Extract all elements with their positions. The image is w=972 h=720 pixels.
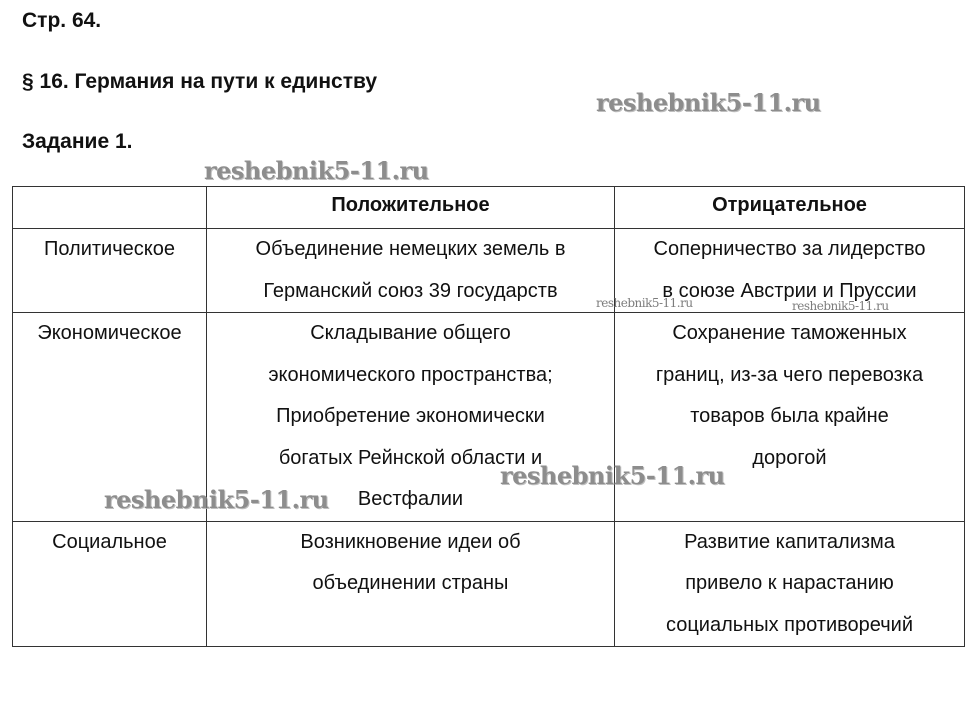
header-negative: Отрицательное: [615, 187, 965, 229]
watermark: reshebnik5-11.ru: [104, 485, 329, 514]
section-title: § 16. Германия на пути к единству: [22, 70, 378, 93]
page-number: Стр. 64.: [22, 9, 102, 32]
cell-line: Германский союз 39 государств: [263, 279, 558, 302]
row-positive-cell: [207, 521, 615, 647]
comparison-table: [12, 186, 965, 647]
cell-line: объединении страны: [312, 572, 509, 594]
row-category-political: Политическое: [13, 229, 207, 313]
task-label: Задание 1.: [22, 130, 133, 153]
watermark: reshebnik5-11.ru: [204, 156, 429, 185]
cell-line: дорогой: [752, 446, 827, 469]
watermark: reshebnik5-11.ru: [596, 296, 693, 310]
row-negative-cell: [615, 521, 965, 647]
cell-line: Объединение немецких земель в: [255, 238, 566, 260]
cell-line: Приобретение экономически: [276, 405, 545, 427]
header-empty-cell: [13, 187, 207, 229]
cell-line: привело к нарастанию: [685, 572, 894, 594]
header-positive: Положительное: [207, 187, 615, 229]
cell-line: Вестфалии: [357, 488, 464, 510]
cell-line: в союзе Австрии и Пруссии: [662, 279, 917, 302]
cell-line: границ, из-за чего перевозка: [655, 363, 924, 386]
watermark: reshebnik5-11.ru: [500, 461, 725, 490]
cell-line: Складывание общего: [310, 322, 511, 344]
row-category-social: Социальное: [13, 521, 207, 647]
watermark: reshebnik5-11.ru: [596, 88, 821, 117]
table-row: [13, 521, 965, 647]
cell-line: экономического пространства;: [268, 363, 553, 386]
row-positive-cell: [207, 229, 615, 313]
cell-line: Соперничество за лидерство: [653, 238, 926, 260]
row-category-economic: Экономическое: [13, 313, 207, 522]
cell-line: социальных противоречий: [665, 613, 913, 636]
watermark: reshebnik5-11.ru: [792, 299, 889, 313]
cell-line: Возникновение идеи об: [300, 530, 521, 553]
cell-line: Развитие капитализма: [684, 530, 895, 553]
cell-line: товаров была крайне: [690, 405, 889, 427]
cell-line: богатых Рейнской области и: [278, 446, 543, 469]
table-header-row: [13, 187, 965, 229]
cell-line: Сохранение таможенных: [672, 322, 907, 344]
